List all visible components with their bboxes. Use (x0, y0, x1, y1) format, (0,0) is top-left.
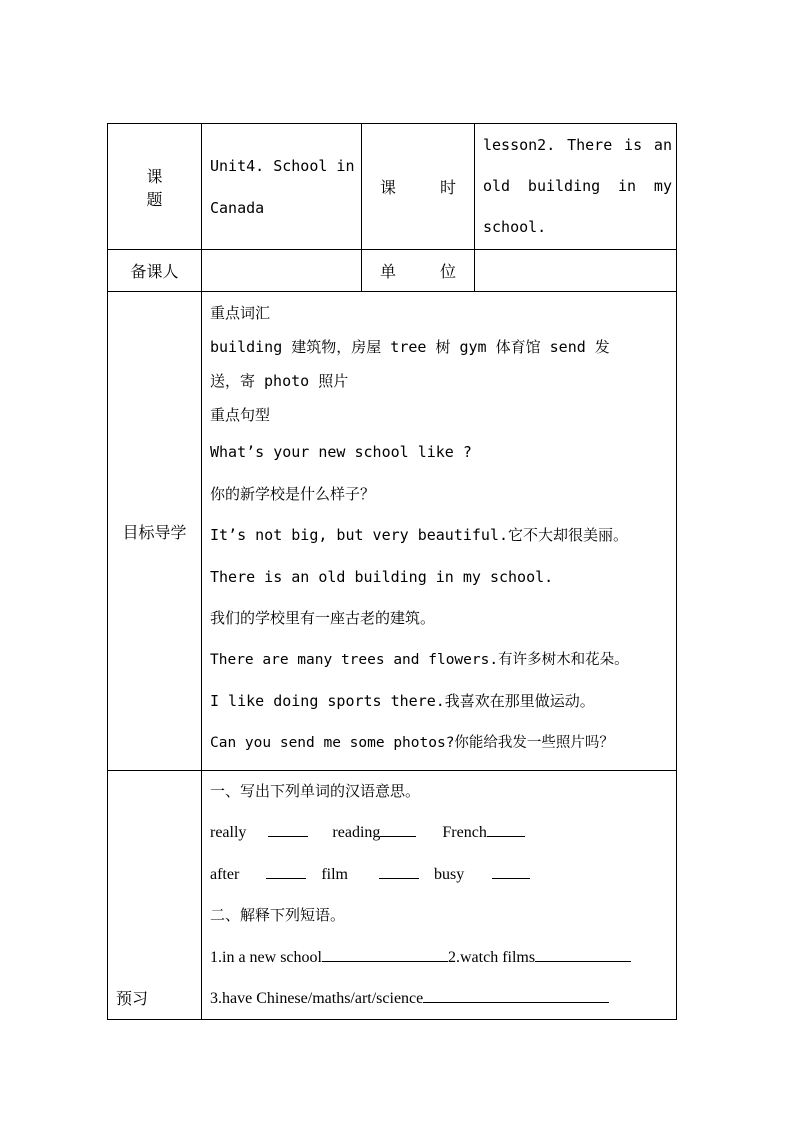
preparer-value (202, 250, 362, 292)
words-row-1 (210, 812, 672, 853)
preparer-row (108, 250, 677, 292)
sentence-1-en: What’s your new school like ? (210, 443, 472, 461)
vocab-line2: 送，寄 photo 照片 (210, 372, 349, 390)
blank-film[interactable] (379, 864, 419, 879)
topic-label: 课 题 (108, 124, 202, 250)
topic-value-line2: Canada (210, 198, 265, 217)
sentence-3-cn: 我们的学校里有一座古老的建筑。 (210, 609, 436, 627)
lesson-title-line2: old building in my (483, 177, 672, 195)
blank-busy[interactable] (492, 864, 530, 879)
lesson-plan-table (107, 123, 677, 1020)
goals-content (202, 292, 677, 771)
topic-value (202, 124, 362, 250)
preparer-label: 备课人 (108, 250, 202, 292)
goals-label: 目标导学 (108, 292, 202, 771)
blank-french[interactable] (487, 822, 525, 837)
lesson-title (475, 124, 677, 250)
goals-row (108, 292, 677, 771)
phrase-row-1 (210, 937, 672, 978)
phrase-3: 3.have Chinese/maths/art/science (210, 990, 424, 1008)
task1-heading: 一、写出下列单词的汉语意思。 (210, 782, 421, 800)
topic-value-line1: Unit4. School in (210, 156, 355, 175)
blank-phrase-2[interactable] (535, 947, 631, 962)
unit-value (475, 250, 677, 292)
phrase-1: 1.in a new school (210, 948, 322, 966)
blank-really[interactable] (268, 822, 308, 837)
preview-label: 预习 (108, 771, 202, 1020)
preview-content (202, 771, 677, 1020)
sentence-4: There are many trees and flowers.有许多树木和花朵。 (210, 651, 629, 668)
sentence-heading: 重点句型 (210, 406, 271, 424)
sentence-5: I like doing sports there.我喜欢在那里做运动。 (210, 692, 595, 710)
blank-reading[interactable] (380, 822, 416, 837)
preview-row (108, 771, 677, 1020)
phrase-2: 2.watch films (447, 948, 536, 966)
sentence-3-en: There is an old building in my school. (210, 567, 554, 586)
word-reading: reading (332, 824, 381, 842)
sentence-1-cn: 你的新学校是什么样子？ (210, 484, 376, 503)
words-row-2 (210, 854, 672, 895)
phrase-row-2 (210, 978, 672, 1019)
period-label: 课 时 (362, 124, 475, 250)
vocab-line1: building 建筑物，房屋 tree 树 gym 体育馆 send 发 (210, 338, 610, 356)
word-busy: busy (433, 865, 465, 883)
word-really: really (210, 824, 247, 842)
task2-heading: 二、解释下列短语。 (210, 906, 346, 925)
blank-phrase-3[interactable] (423, 988, 609, 1003)
lesson-title-line3: school. (483, 218, 547, 236)
header-row (108, 124, 677, 250)
unit-label: 单 位 (362, 250, 475, 292)
lesson-title-line1: lesson2. There is an (483, 136, 672, 154)
sentence-2: It’s not big, but very beautiful.它不大却很美丽。 (210, 526, 629, 544)
word-french: French (442, 824, 487, 842)
word-after: after (210, 865, 240, 883)
vocab-heading: 重点词汇 (210, 304, 271, 322)
blank-after[interactable] (266, 864, 306, 879)
word-film: film (321, 865, 348, 883)
sentence-6: Can you send me some photos?你能给我发一些照片吗？ (210, 734, 614, 751)
blank-phrase-1[interactable] (322, 947, 448, 962)
